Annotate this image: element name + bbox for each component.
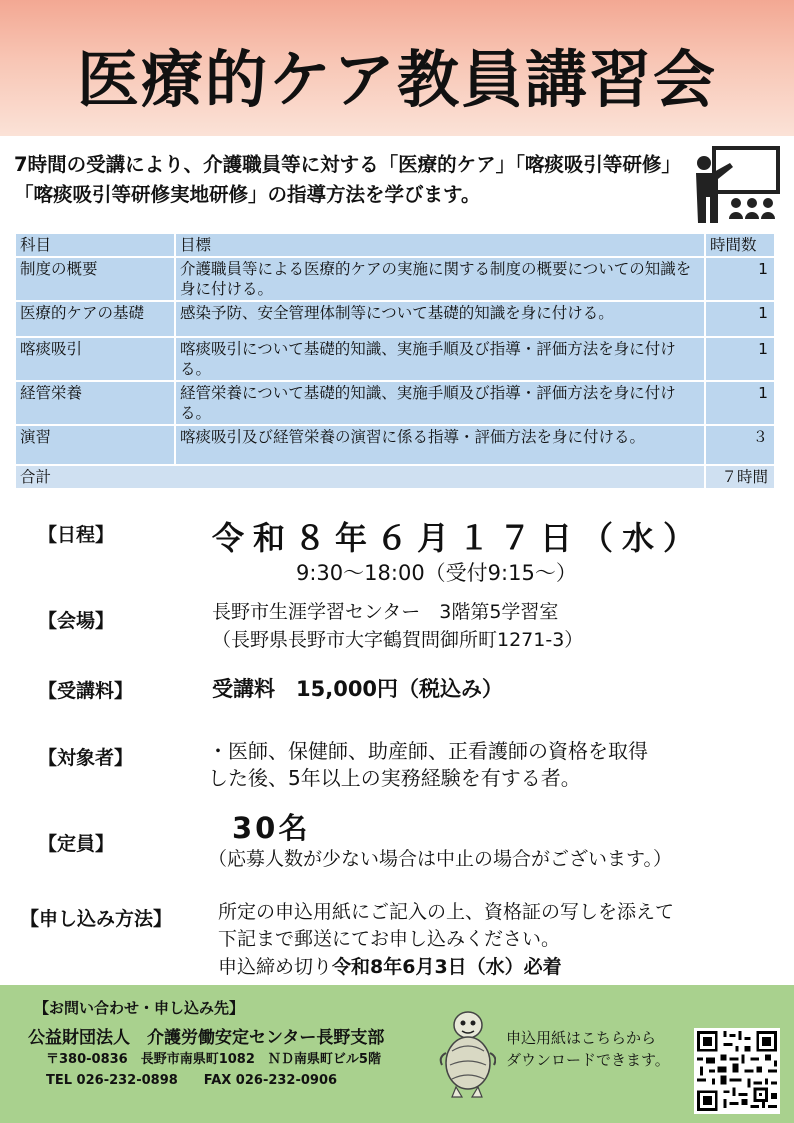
- apply-label: 【申し込み方法】: [20, 908, 173, 930]
- row-goal: 喀痰吸引について基礎的知識、実施手順及び指導・評価方法を身に付ける。: [175, 337, 705, 381]
- table-row: [15, 425, 775, 465]
- row-goal: 介護職員等による医療的ケアの実施に関する制度の概要についての知識を身に付ける。: [175, 257, 705, 301]
- curriculum-table: [14, 232, 776, 490]
- apply-line1: 所定の申込用紙にご記入の上、資格証の写しを添えて: [218, 901, 675, 923]
- header-subject: 科目: [15, 233, 175, 257]
- row-goal: 感染予防、安全管理体制等について基礎的知識を身に付ける。: [175, 301, 705, 337]
- row-goal: 経管栄養について基礎的知識、実施手順及び指導・評価方法を身に付ける。: [175, 381, 705, 425]
- table-header-row: [15, 233, 775, 257]
- download-line1: 申込用紙はこちらから: [506, 1029, 657, 1047]
- table-row: [15, 301, 775, 337]
- capacity-number: 30名: [232, 811, 311, 845]
- row-subject: 演習: [15, 425, 175, 465]
- table-row: [15, 337, 775, 381]
- row-hours: 1: [705, 337, 775, 381]
- contact-address: 〒380-0836 長野市南県町1082 ＮＤ南県町ビル5階: [46, 1052, 381, 1067]
- apply-deadline-line: [218, 952, 562, 979]
- table-total-row: [15, 465, 775, 489]
- header-hours: 時間数: [705, 233, 775, 257]
- schedule-date: 令和８年６月１７日（水）: [212, 519, 705, 557]
- header-goal: 目標: [175, 233, 705, 257]
- intro-text: 7時間の受講により、介護職員等に対する「医療的ケア」「喀痰吸引等研修」「喀痰吸引等研修実地研修」の指導方法を学びます。: [14, 153, 672, 206]
- row-hours: 1: [705, 301, 775, 337]
- download-line2: ダウンロードできます。: [506, 1051, 670, 1069]
- total-label: 合計: [15, 465, 705, 489]
- row-hours: ３: [705, 425, 775, 465]
- row-goal: 喀痰吸引及び経管栄養の演習に係る指導・評価方法を身に付ける。: [175, 425, 705, 465]
- schedule-label: 【日程】: [38, 524, 115, 546]
- capacity-label: 【定員】: [38, 833, 115, 855]
- apply-line2: 下記まで郵送にてお申し込みください。: [218, 928, 561, 950]
- row-subject: 制度の概要: [15, 257, 175, 301]
- capacity-note: （応募人数が少ない場合は中止の場合がございます。）: [208, 848, 672, 870]
- deadline-prefix: 申込締め切り: [218, 956, 333, 978]
- total-hours: ７時間: [705, 465, 775, 489]
- target-line1: ・医師、保健師、助産師、正看護師の資格を取得: [208, 739, 648, 763]
- row-hours: 1: [705, 257, 775, 301]
- venue-name: 長野市生涯学習センター 3階第5学習室: [212, 601, 559, 623]
- fee-text: 受講料 15,000円（税込み）: [212, 677, 504, 701]
- contact-footer: [0, 985, 794, 1123]
- qr-code-icon[interactable]: [694, 1028, 780, 1114]
- venue-address: （長野県長野市大字鶴賀問御所町1271-3）: [212, 629, 584, 651]
- contact-org: 公益財団法人 介護労働安定センター長野支部: [28, 1028, 385, 1048]
- row-subject: 喀痰吸引: [15, 337, 175, 381]
- target-line2: した後、5年以上の実務経験を有する者。: [208, 766, 581, 790]
- turtle-mascot-icon: [438, 1007, 496, 1101]
- venue-label: 【会場】: [38, 610, 115, 632]
- page-title: 医療的ケア教員講習会: [76, 43, 717, 116]
- row-subject: 経管栄養: [15, 381, 175, 425]
- schedule-time: 9:30〜18:00（受付9:15〜）: [296, 561, 577, 585]
- contact-heading: 【お問い合わせ・申し込み先】: [34, 999, 245, 1017]
- contact-phone: TEL 026-232-0898 FAX 026-232-0906: [46, 1073, 338, 1088]
- row-subject: 医療的ケアの基礎: [15, 301, 175, 337]
- fee-label: 【受講料】: [38, 680, 134, 702]
- target-label: 【対象者】: [38, 747, 134, 769]
- table-row: [15, 257, 775, 301]
- teacher-presentation-icon: [692, 145, 782, 227]
- deadline-date: 令和8年6月3日（水）必着: [332, 956, 562, 978]
- row-hours: 1: [705, 381, 775, 425]
- table-row: [15, 381, 775, 425]
